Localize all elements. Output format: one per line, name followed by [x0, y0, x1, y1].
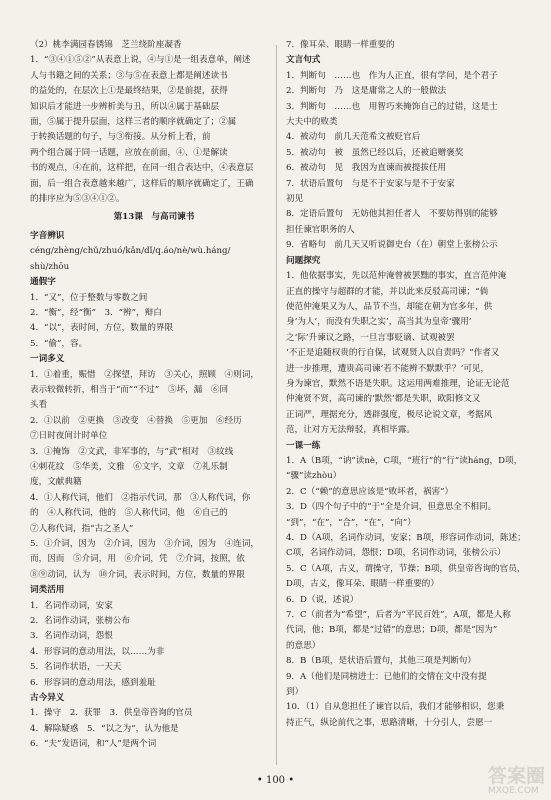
text-line: 1．名词作动词，安家	[30, 600, 113, 611]
text-line: 9．省略句 前几天又听说御史台（在）朝堂上张榜公示	[286, 240, 498, 251]
text-line: 范，让对方无法辩驳，真相毕露。	[286, 425, 415, 436]
text-line: 正词严，理据充分，透辟强度，极尽论说文章，考据风	[286, 409, 493, 420]
text-line: D项，古义，像耳朵、眼睛一样重要的）	[286, 579, 439, 590]
section-heading: 一词多义	[30, 354, 65, 365]
text-line: 3．名词作动词，怨恨	[30, 631, 113, 642]
text-line: shù/zhōu	[30, 261, 70, 272]
text-line: 5．名词作状语，一天天	[30, 662, 122, 673]
right-column	[286, 38, 526, 731]
text-line: 1．他依据事实，先以范仲淹曾被罢黜的事实，直言范仲淹	[286, 271, 507, 282]
watermark	[488, 766, 545, 796]
text-line: 6．形容词的意动用法，感到羞耻	[30, 677, 156, 688]
text-line: 持正气，纵论前代之事，思路清晰，十分引人，尝愿一	[286, 717, 493, 728]
text-line: 1．“③④①⑤②”从表意上说，④与①是一组表意单，阐述	[30, 55, 251, 66]
text-line: ⑦日时夜间计时单位	[30, 431, 108, 442]
text-line: ‘不正是追随权贵的行自保，试观贤人以自责吗？”作者又	[286, 348, 500, 359]
page-number: • 100 •	[256, 775, 295, 786]
text-line: 1．“又”，位于整数与零数之间	[30, 292, 148, 303]
text-line: 度，文献典籍	[30, 477, 82, 488]
text-line: 身‘为人’，而没有失职之实’，高当其为皇帝‘骤用’	[286, 317, 472, 328]
text-line: 担任谏官职务的人	[286, 224, 355, 235]
text-line: “到”，“在”，“合”，“在”，“向”）	[286, 517, 416, 528]
text-line: 6．D（说，述说）	[286, 594, 359, 605]
text-line: 之‘际’升谏议之路，一旦言事贬谪、试观被罢	[286, 332, 455, 343]
text-line: 9．A（他们是同榜进士：已他们的交情在文中没有提	[286, 671, 487, 682]
text-line: 4．D（A项，名词作动词，安家；B项，形容词作动词，陈述；	[286, 533, 526, 543]
text-line: 7．C（前者为“希望”，后者为“平民百姓”，A项，都是人称	[286, 610, 511, 621]
text-line: 4．解除疑惑 5．“以之为”，认为他是	[30, 723, 179, 734]
text-line: 头看	[30, 400, 48, 411]
text-line: 两个组合属于同一话题，应放在前面，④、①是解读	[30, 147, 228, 158]
lesson-title: 第13课 与高司谏书	[113, 212, 195, 223]
section-heading: 文言句式	[286, 55, 321, 66]
text-line: 的益处的，在层次上①是最终结果，②是前提，获得	[30, 86, 228, 97]
text-line: 7．状语后置句 与是不于安家与是不于安家	[286, 178, 455, 189]
left-column	[30, 38, 278, 753]
text-line: 1．操守 2．获罪 3．供皇帝咨询的官员	[30, 708, 193, 719]
text-line: 的排序应为⑤③④①②。	[30, 194, 125, 205]
watermark-logo: 答案圈	[487, 765, 545, 787]
watermark-url: MXQE.COM	[487, 786, 539, 796]
text-line: 表示较微转折，相当于“而”“不过” ⑤坏，漏 ⑥回	[30, 384, 229, 395]
text-line: 4．被动句 前几天范希文被贬官后	[286, 132, 421, 143]
text-line: 6．“夫”发语词，和“人”是两个词	[30, 739, 157, 750]
section-heading: 字音辨识	[30, 230, 65, 241]
section-heading: 一课一练	[286, 440, 321, 451]
text-line: 面，⑤属于提升层面，这样三者的顺序就确定了；②属	[30, 117, 237, 128]
text-line: 5．①介词，因为 ②介词，因为 ③介词，因为 ④连词，	[30, 539, 259, 549]
text-line: 1．①着重，赈惜 ②探望，拜访 ③关心，照顾 ④则词，	[30, 369, 259, 380]
text-line: 正直的操守与超群的才能，并以此来反驳高司谏；“倘	[286, 286, 489, 297]
text-line: 1．判断句 ……也 作为人正直，很有学问，是个君子	[286, 70, 498, 81]
text-line: 人与书籍之间的关系；③与⑤在表意上都是阐述读书	[30, 70, 228, 81]
text-line: 8．定语后置句 无妨他其担任者人 不要妨得别的能够	[286, 209, 498, 220]
text-line: ⑧⑨动词，认为 ⑩介词，表示时间，方位，数量的界限	[30, 569, 245, 580]
text-line: “骤”读zhòu）	[286, 471, 342, 482]
text-line: 使范仲淹果又为人，品节不当，却能在朝为官多年，供	[286, 301, 493, 312]
text-line: 5．被动句 被 虽然已经以后，还被追赠褒奖	[286, 147, 464, 158]
text-line: 2．名词作动词，张榜公布	[30, 616, 130, 627]
text-line: 于转换话题的句子，与③衔接。从分析上看，前	[30, 132, 211, 143]
text-line: 5．C（A项，古义，谓操守，节操；B项，供皇帝咨询的官员，	[286, 563, 526, 574]
column-divider	[276, 45, 277, 765]
text-line: 2．判断句 乃 这是庸常之人的一般做法	[286, 86, 447, 97]
text-line: 的 ④人称代词，他的 ⑤人称代词，他 ⑥自己的	[30, 508, 228, 519]
text-line: 到）	[286, 687, 304, 698]
text-line: 初见	[286, 194, 304, 205]
text-line: 1．A（B项，“讷”读nè，C项，“班行”的“行”读háng，D项，	[286, 455, 523, 466]
text-line: 而，因而 ⑤介词，用 ⑥介词，凭 ⑦介词，按照，依	[30, 554, 245, 565]
text-line: ⑦人称代词，指“古之圣人”	[30, 523, 134, 534]
text-line: 身为谏官，默然不语是失职。这运用两难推理，论证无论范	[286, 378, 510, 389]
text-line: céng/zhèng/chǔ/zhuó/kǎn/dǐ/q.áo/nè/wù.háng/	[30, 246, 231, 257]
text-line: 进一步推理，遭贵高司谏‘若不能辨不默默乎？’可见，	[286, 363, 490, 374]
text-line: 4．①人称代词，他们 ②指示代词，那 ③人称代词，你	[30, 492, 251, 503]
text-line: 面，后一组合表意越来越广，这样后的顺序就确定了，王确	[30, 178, 254, 189]
text-line: 大夫中的败类	[286, 117, 338, 128]
text-line: 知识后才能进一步辨析美与丑，所以④属于基础层	[30, 101, 220, 112]
text-line: 3．D（四个句子中的“于”全是介词，但意思全不相同。	[286, 502, 497, 513]
text-line: 4．“以”，表时间，方位，数量的界限	[30, 323, 174, 334]
section-heading: 问题探究	[286, 255, 321, 266]
text-line: 8．B（B项，是状语后置句，其他三项是判断句）	[286, 656, 476, 667]
text-line: 6．被动句 见 我因为直谏而被提拔任用	[286, 163, 447, 174]
text-line: 10．（1）自从您担任了谏官以后，我们才能够相识，您秉	[286, 702, 505, 713]
text-line: 4．形容词的意动用法，以……为非	[30, 646, 165, 657]
text-line: 2．①以前 ②更换 ③改变 ④替换 ⑤更加 ⑥经历	[30, 415, 242, 426]
text-line: 代词，他；B项，都是“过错”的意思；D项，都是“因为”	[286, 625, 498, 636]
text-line: （2）桃李满园春锈锦 芝兰绕阶座凝香	[30, 40, 182, 50]
text-line: 3．判断句 ……也 用智巧来掩饰自己的过错，这是士	[286, 101, 498, 112]
text-line: ④刺花纹 ⑤华美，文雅 ⑥文字，文章 ⑦礼乐制	[30, 461, 228, 472]
text-line: 2．C（“赖”的意思应该是“败坏者，祸害”）	[286, 486, 454, 497]
text-line: 3．①掩饰 ②文武，非军事的，与“武”相对 ③纹线	[30, 446, 234, 457]
text-line: 书的观点，④在前，这样把，在同一组合表达中，④表意层	[30, 163, 254, 174]
section-heading: 通假字	[30, 277, 56, 288]
section-heading: 词类活用	[30, 585, 65, 596]
text-line: 的意思）	[286, 640, 321, 651]
text-line: C项，名词作动词，怨恨；D项，名词作动词，张榜公示）	[286, 548, 506, 559]
section-heading: 古今异义	[30, 693, 65, 704]
text-line: 7．像耳朵、眼睛一样重要的	[286, 40, 395, 50]
text-line: 2．“衡”，经“衡” 3．“辨”，辩白	[30, 307, 162, 318]
text-line: 仲淹贤不贤，高司谏的‘默然’都是失职，欧阳修文又	[286, 394, 481, 405]
text-line: 5．“偷”，容。	[30, 338, 88, 349]
